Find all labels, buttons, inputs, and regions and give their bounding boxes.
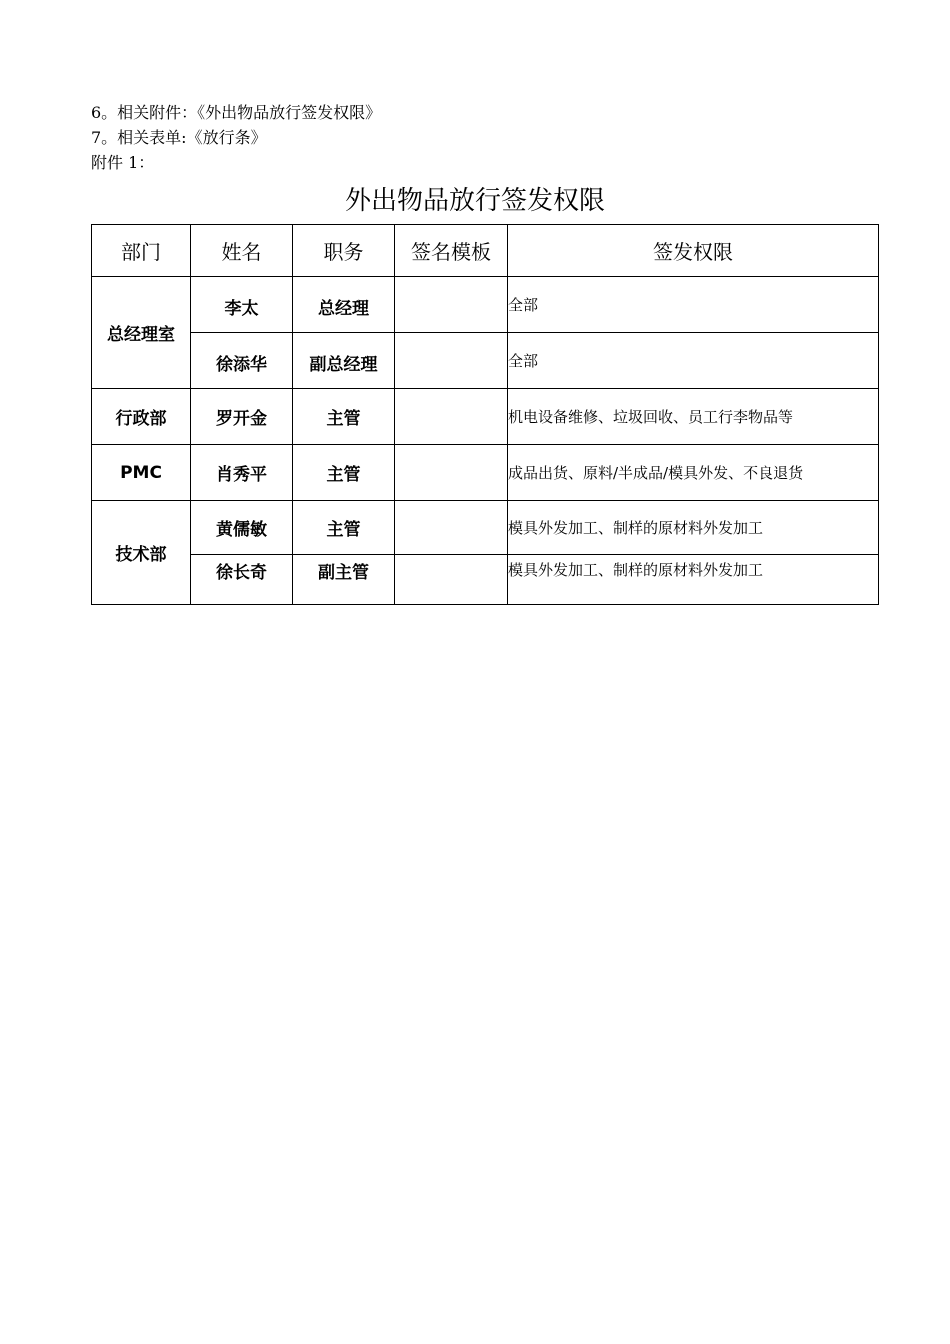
appendix-label: 附件 1： <box>91 153 155 172</box>
header-authority: 签发权限 <box>508 225 879 277</box>
name-cell: 罗开金 <box>191 389 293 445</box>
department-cell: 行政部 <box>92 389 191 445</box>
authority-cell: 全部 <box>508 333 879 389</box>
attachment-line: 6。相关附件：《外出物品放行签发权限》 <box>91 103 382 122</box>
signature-cell <box>395 445 508 501</box>
position-cell: 主管 <box>293 501 395 555</box>
name-cell: 李太 <box>191 277 293 333</box>
position-cell: 副主管 <box>293 555 395 605</box>
department-cell: 技术部 <box>92 501 191 605</box>
department-cell: PMC <box>92 445 191 501</box>
name-cell: 徐添华 <box>191 333 293 389</box>
header-signature-template: 签名模板 <box>395 225 508 277</box>
authority-cell: 全部 <box>508 277 879 333</box>
authority-cell: 模具外发加工、制样的原材料外发加工 <box>508 555 879 605</box>
table-header-row <box>92 225 879 277</box>
department-cell: 总经理室 <box>92 277 191 389</box>
signature-cell <box>395 501 508 555</box>
authority-cell: 机电设备维修、垃圾回收、员工行李物品等 <box>508 389 879 445</box>
table-row <box>92 333 879 389</box>
signature-cell <box>395 333 508 389</box>
header-name: 姓名 <box>191 225 293 277</box>
position-cell: 副总经理 <box>293 333 395 389</box>
table-row <box>92 555 879 605</box>
document-title: 外出物品放行签发权限 <box>344 186 605 216</box>
signature-cell <box>395 555 508 605</box>
name-cell: 黄儒敏 <box>191 501 293 555</box>
name-cell: 徐长奇 <box>191 555 293 605</box>
position-cell: 主管 <box>293 445 395 501</box>
form-line: 7。相关表单:《放行条》 <box>91 128 267 147</box>
table-row <box>92 389 879 445</box>
position-cell: 主管 <box>293 389 395 445</box>
header-position: 职务 <box>293 225 395 277</box>
table-row <box>92 277 879 333</box>
position-cell: 总经理 <box>293 277 395 333</box>
table-row <box>92 445 879 501</box>
authority-cell: 模具外发加工、制样的原材料外发加工 <box>508 501 879 555</box>
authority-cell: 成品出货、原料/半成品/模具外发、不良退货 <box>508 445 879 501</box>
name-cell: 肖秀平 <box>191 445 293 501</box>
authority-table <box>91 224 879 605</box>
header-department: 部门 <box>92 225 191 277</box>
table-row <box>92 501 879 555</box>
signature-cell <box>395 277 508 333</box>
signature-cell <box>395 389 508 445</box>
